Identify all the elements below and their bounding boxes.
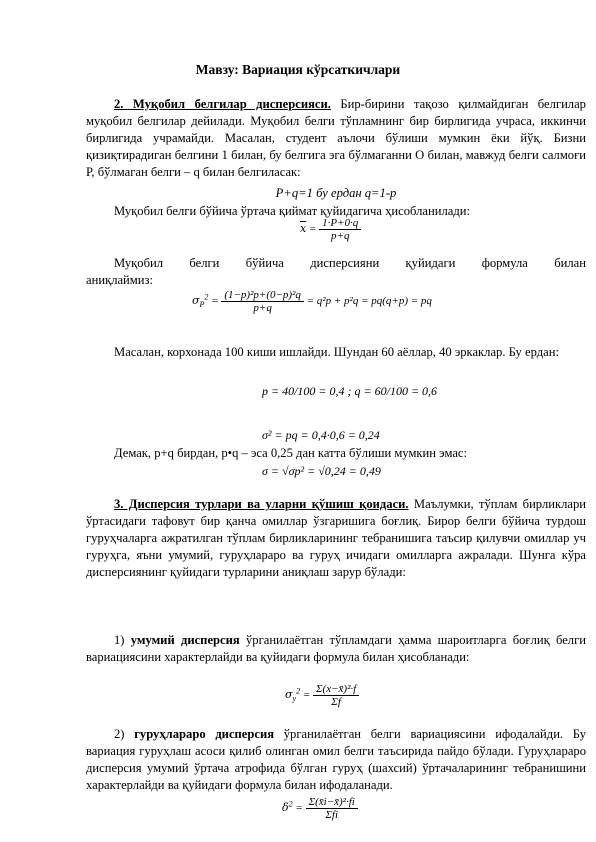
formula-between-variance: $\delta^2$ = $\frac{\text{Σ(x̄i−x̄)²·fi}}{\text{Σfi}}$ (282, 796, 358, 821)
section3-heading: 3. Дисперсия турлари ва уларни қўшиш қоидаси. (114, 497, 409, 511)
item-2-number: 2) (114, 727, 135, 741)
formula-mean-denominator: p+q (331, 230, 350, 242)
section3-item-2 (86, 726, 586, 794)
section2-paragraph-1 (86, 96, 586, 181)
formula-sigma: σ = √σp² = √0,24 = 0,49 (262, 464, 381, 478)
formula-total-variance: $\sigma_y^2$ = $\frac{\text{Σ(x−x̄)²·f}}{\Sigma f}$ (285, 683, 359, 708)
section2-paragraph-2: Муқобил белги бўйича ўртача қиймат қуйидагича ҳисобланилади: (114, 204, 471, 218)
item-1-text: ўрганилаётган тўпламдаги ҳамма шароитларга боғлиқ белги вариациясини характерлайди ва қуйидаги формула билан ҳисобланади: (86, 633, 586, 664)
formula-p-q-values: p = 40/100 = 0,4 ; q = 60/100 = 0,6 (262, 384, 438, 398)
item-1-number: 1) (114, 633, 131, 647)
formula-variance: $\sigma_P^2$ = $\frac{\text{(1−p)²p+(0−p)²q}}{p+q}$ = q²p + p²q = pq(q+p) = pq (192, 289, 432, 314)
formula-sigma-squared: σ² = pq = 0,4·0,6 = 0,24 (262, 428, 380, 442)
section2-paragraph-5: Демак, p+q бирдан, p•q – эса 0,25 дан катта бўлиши мумкин эмас: (114, 446, 468, 460)
formula-between-denominator: Σfi (325, 809, 339, 821)
section3-item-1 (86, 632, 586, 666)
formula-variance-rhs: = q²p + p²q = pq(q+p) = pq (306, 295, 432, 308)
section2-paragraph-3: Муқобил белги бўйича дисперсияни қуйидаги формула билан аниқлаймиз: (86, 256, 586, 287)
item-1-term: умумий дисперсия (130, 633, 240, 647)
formula-mean-numerator: 1·P+0·q (319, 217, 361, 230)
page-title: Мавзу: Вариация кўрсаткичлари (195, 62, 401, 77)
section2-heading: 2. Муқобил белгилар дисперсияси. (114, 97, 331, 111)
formula-mean: $\overline{x}$ = $\frac{1\cdot P+0\cdot q}{p+q}$ (300, 217, 361, 242)
formula-q-value: q = 60/100 = 0,6 (354, 384, 438, 398)
section3-text-1: Маълумки, тўплам бирликлари ўртасидаги тафовут бир қанча омиллар ўзгаришига боғлиқ. Бирор белги бўйича турдош гуруҳчаларга ажратилган тўплам бирликларининг тебранишига таъсир қилувчи омиллар уч гуруҳга, яъни умумий, гуруҳлараро ва гуруҳ ичидаги омилларга ажралади. Шунга кўра дисперсиянинг қуйидаги турларини аниқлаш зарур бўлади: (86, 497, 586, 579)
formula-variance-numerator: (1−p)²p+(0−p)²q (221, 289, 304, 302)
section2-text-1: Бир-бирини тақозо қилмайдиган белгилар муқобил белгилар дейилади. Муқобил белги тўпламнинг бир бирлигида учраса, иккинчи бирлигида учрамайди. Масалан, студент аълочи бўлиши мумкин ёки йўқ. Бизни қизиқтирадиган белгини 1 билан, бу белгига эга бўлмаганни О билан, мавжуд белги салмоғи Р, бўлмаган белги – q билан белгиласак: (86, 97, 586, 179)
formula-total-denominator: Σf (331, 696, 341, 708)
formula-p-value: p = 40/100 = 0,4 (262, 384, 345, 398)
section2-paragraph-4: Масалан, корхонада 100 киши ишлайди. Шундан 60 аёллар, 40 эркаклар. Бу ердан: (114, 345, 559, 359)
formula-variance-denominator: p+q (253, 302, 272, 314)
equation-p-plus-q: P+q=1 бу ердан q=1-p (275, 186, 397, 200)
item-2-text: ўрганилаётган белги вариациясини ифодалайди. Бу вариация гуруҳлаш асоси қилиб олинган омил белги таъсирида пайдо бўлади. Гуруҳлараро дисперсия умумий ўртача атрофида бўлган гуруҳ (шахсий) ўртачаларининг тебранишини характерлайди ва қуйидаги формула билан ифодаланади. (86, 727, 586, 792)
formula-between-numerator: Σ(x̄i−x̄)²·fi (306, 796, 358, 809)
item-2-term: гуруҳлараро дисперсия (134, 727, 275, 741)
section3-paragraph-1 (86, 496, 586, 581)
formula-total-numerator: Σ(x−x̄)²·f (313, 683, 359, 696)
